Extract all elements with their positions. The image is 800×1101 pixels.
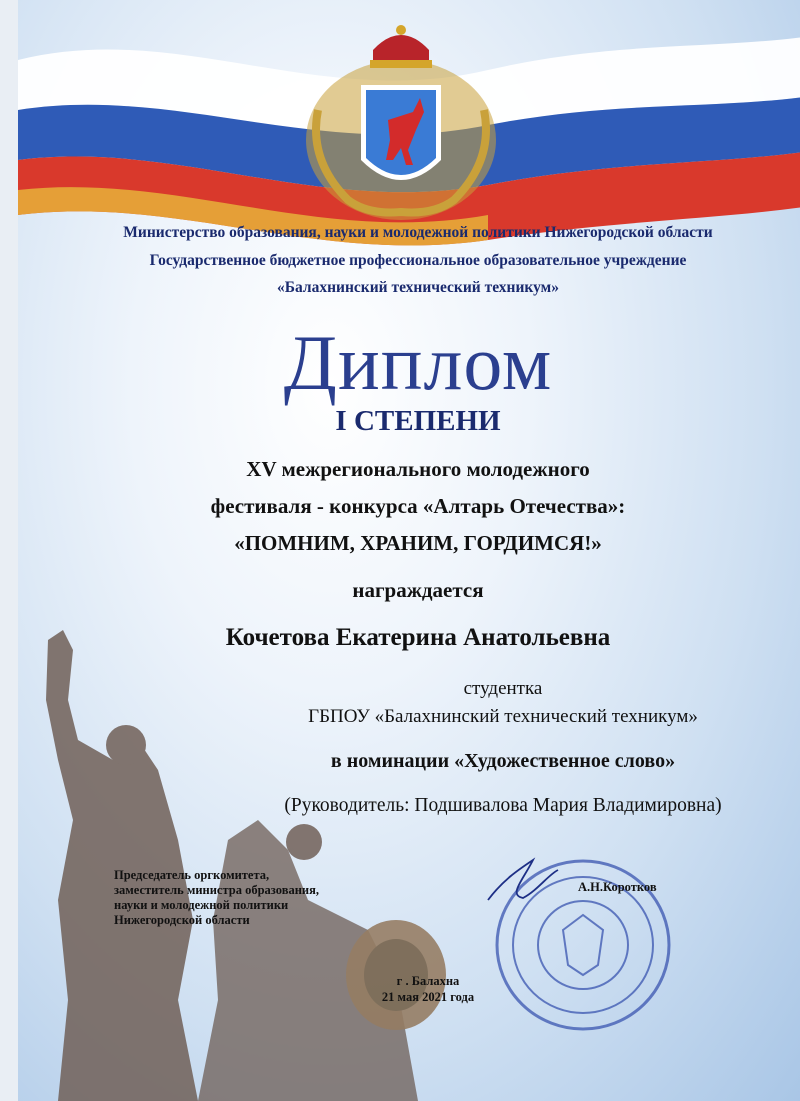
signatory-title	[114, 868, 414, 928]
festival-line-2: фестиваля - конкурса «Алтарь Отечества»:	[210, 494, 626, 518]
place: г . Балахна	[396, 974, 460, 988]
ministry-line: Министерство образования, науки и молодежной политики Нижегородской области	[123, 224, 713, 241]
monument-illustration	[46, 630, 446, 1101]
coat-of-arms-emblem	[306, 25, 496, 220]
signatory-title-line-3: науки и молодежной политики	[114, 898, 289, 912]
recipient-role: студентка	[463, 678, 543, 699]
recipient-name: Кочетова Екатерина Анатольевна	[225, 624, 611, 651]
signature-scribble	[488, 860, 558, 900]
diploma-title: Диплом	[283, 319, 553, 406]
signatory-title-line-2: заместитель министра образования,	[114, 883, 319, 897]
institution-type-line: Государственное бюджетное профессиональное образовательное учреждение	[149, 252, 687, 269]
awarded-label: награждается	[352, 578, 484, 602]
diploma-degree: I СТЕПЕНИ	[335, 405, 501, 437]
institution-name-line: «Балахнинский технический техникум»	[277, 279, 559, 296]
festival-line-1: XV межрегионального молодежного	[246, 457, 590, 481]
signatory-title-line-4: Нижегородской области	[114, 913, 250, 927]
supervisor: (Руководитель: Подшивалова Мария Владимировна)	[284, 795, 722, 816]
place-and-date	[358, 973, 498, 1005]
recipient-institution: ГБПОУ «Балахнинский технический техникум»	[308, 706, 698, 727]
date: 21 мая 2021 года	[381, 990, 475, 1004]
signatory-name: А.Н.Коротков	[578, 880, 657, 894]
signatory-title-line-1: Председатель оргкомитета,	[114, 868, 270, 882]
festival-line-3: «ПОМНИМ, ХРАНИМ, ГОРДИМСЯ!»	[234, 531, 602, 555]
nomination: в номинации «Художественное слово»	[330, 750, 676, 772]
